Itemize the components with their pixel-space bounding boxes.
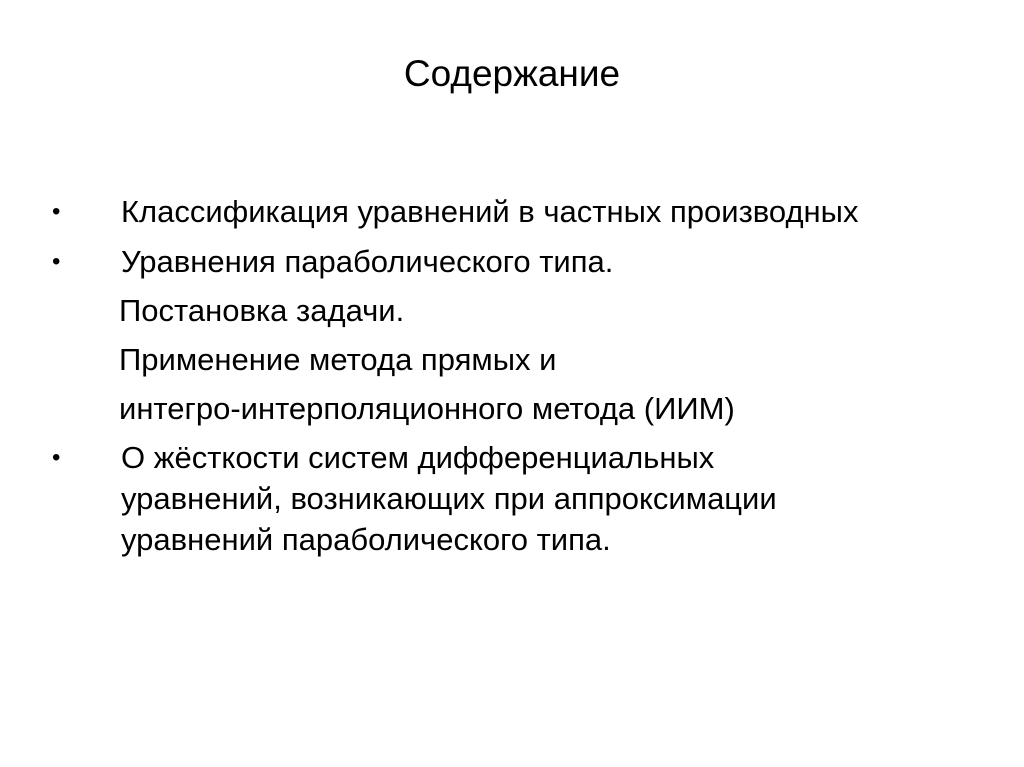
list-item-line: О жёсткости систем дифференциальных xyxy=(121,440,715,475)
sub-item: интегро-интерполяционного метода (ИИМ) xyxy=(119,391,735,426)
list-item-line: уравнений, возникающих при аппроксимации xyxy=(121,481,777,516)
list-item: Уравнения параболического типа. xyxy=(121,244,614,279)
sub-item: Применение метода прямых и xyxy=(119,342,557,377)
list-item-line: уравнений параболического типа. xyxy=(121,522,611,557)
bullet-icon: • xyxy=(52,198,61,225)
bullet-icon: • xyxy=(52,248,61,275)
list-item: Классификация уравнений в частных производных xyxy=(121,194,859,229)
sub-item: Постановка задачи. xyxy=(119,293,405,328)
bullet-icon: • xyxy=(52,444,61,471)
slide-title: Содержание xyxy=(403,53,621,94)
